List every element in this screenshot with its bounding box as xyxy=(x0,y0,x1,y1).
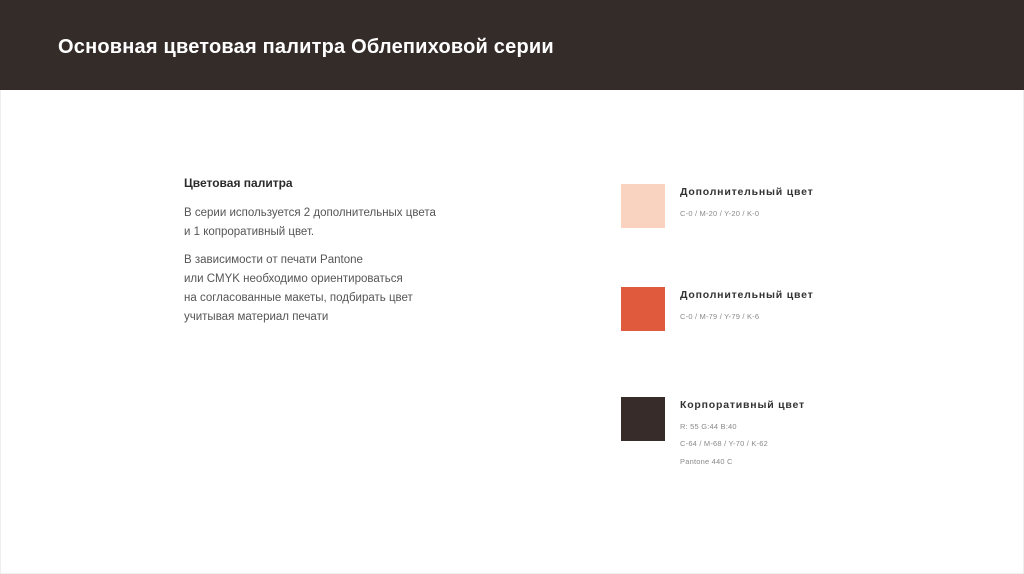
swatch-name: Корпоративный цвет xyxy=(680,399,805,411)
swatch-code: R: 55 G:44 B:40 xyxy=(680,422,737,431)
swatch-code: C-64 / M-68 / Y-70 / K-62 xyxy=(680,439,768,448)
slide-title: Основная цветовая палитра Облепиховой серии xyxy=(58,36,554,58)
palette-description xyxy=(184,176,504,336)
palette-heading: Цветовая палитра xyxy=(184,176,293,190)
color-swatch xyxy=(621,287,665,331)
paragraph-line: В серии используется 2 дополнительных цвета xyxy=(184,207,436,219)
color-swatch xyxy=(621,184,665,228)
paragraph-line: на согласованные макеты, подбирать цвет xyxy=(184,292,413,304)
palette-paragraph-2 xyxy=(184,251,504,327)
swatch-name: Дополнительный цвет xyxy=(680,186,814,198)
paragraph-line: или CMYK необходимо ориентироваться xyxy=(184,273,403,285)
slide-frame xyxy=(0,90,1024,574)
palette-paragraph-1 xyxy=(184,204,504,242)
paragraph-line: и 1 копроративный цвет. xyxy=(184,226,315,238)
slide-header xyxy=(0,0,1024,90)
swatch-name: Дополнительный цвет xyxy=(680,289,814,301)
swatch-code: C-0 / M-79 / Y-79 / K-6 xyxy=(680,312,760,321)
swatch-code: Pantone 440 C xyxy=(680,457,733,466)
paragraph-line: В зависимости от печати Pantone xyxy=(184,254,363,266)
paragraph-line: учитывая материал печати xyxy=(184,311,329,323)
color-swatch xyxy=(621,397,665,441)
swatch-code: C-0 / M-20 / Y-20 / K-0 xyxy=(680,209,760,218)
